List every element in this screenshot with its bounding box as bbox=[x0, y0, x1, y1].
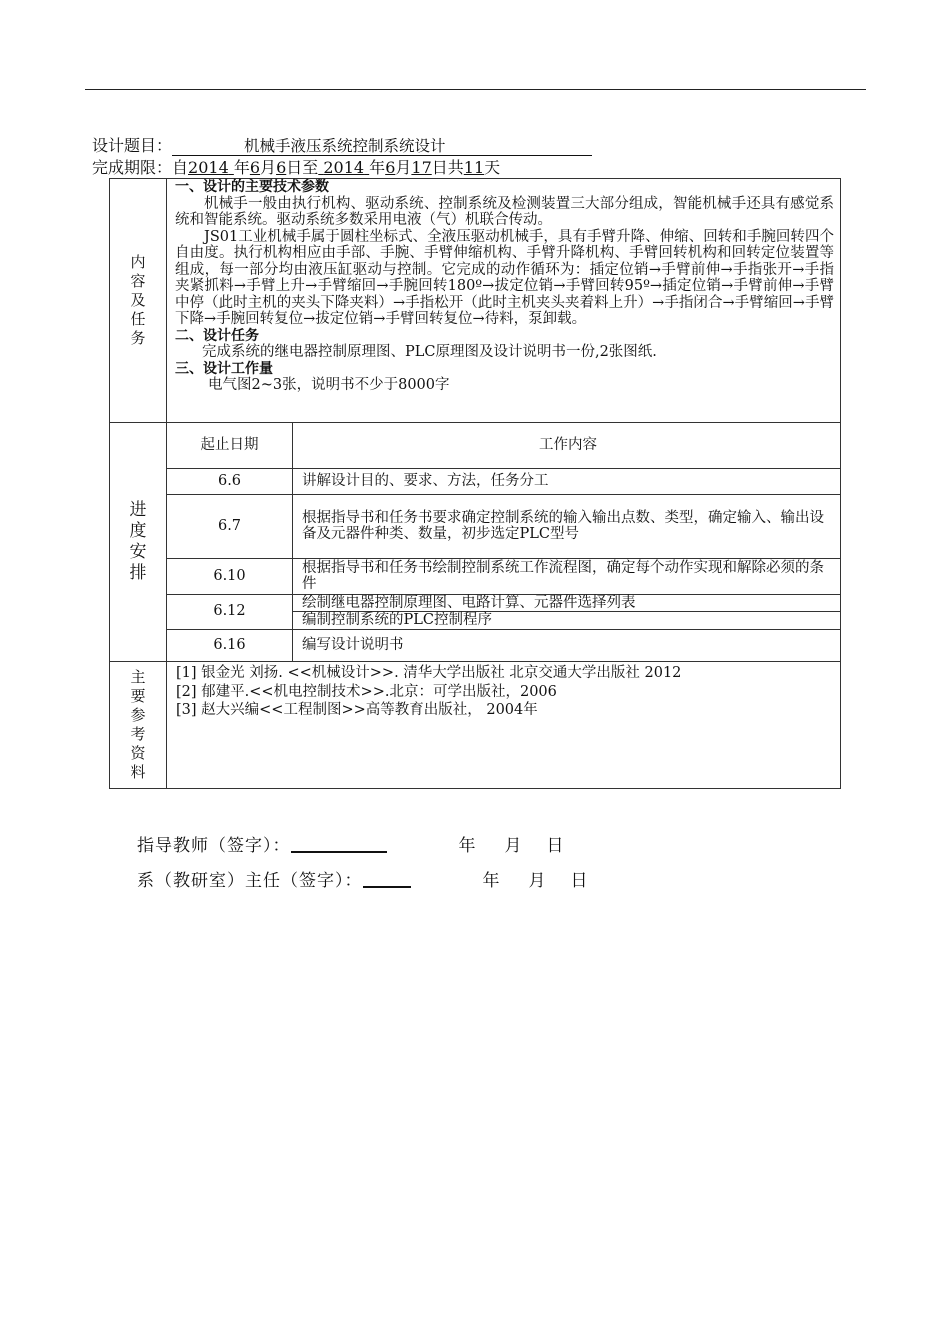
schedule-side-cell bbox=[110, 423, 167, 662]
paragraph-workload: 电气图2~3张，说明书不少于8000字 bbox=[208, 377, 450, 393]
director-month: 月 bbox=[528, 871, 547, 891]
schedule-row bbox=[110, 423, 841, 662]
section-heading-task: 二、设计任务 bbox=[175, 327, 259, 344]
paragraph-js01: JS01工业机械手属于圆柱坐标式、全液压驱动机械手，具有手臂升降、伸缩、回转和手腕回转四个自由度。执行机构相应由手部、手腕、手臂伸缩机构、手臂升降机构、手臂回转机构和回转定位装置等组成，每一部分均由液压缸驱动与控制。它完成的动作循环为：插定位销→手臂前伸→手指张开→手指夹紧抓料→手臂上升→手臂缩回→手腕回转180º→拔定位销→手臂回转95º→插定位销→手臂前伸→手臂中停（此时主机的夹头下降夹料）→手指松开（此时主机夹头夹着料上升）→手指闭合→手臂缩回→手臂下降→手腕回转复位→拔定位销→手臂回转复位→待料，泵卸载。 bbox=[175, 228, 834, 327]
table-row bbox=[167, 468, 840, 494]
schedule-date: 6.12 bbox=[167, 594, 293, 629]
schedule-cell bbox=[167, 423, 841, 662]
start-day: 6 bbox=[276, 158, 287, 177]
year-char: 年 bbox=[233, 158, 250, 177]
schedule-work: 编写设计说明书 bbox=[302, 637, 404, 653]
days-char: 天 bbox=[484, 158, 501, 177]
director-day: 日 bbox=[570, 871, 589, 891]
reference-item: [3] 赵大兴编<<工程制图>>高等教育出版社， 2004年 bbox=[176, 702, 538, 718]
reference-item: [1] 银金光 刘扬. <<机械设计>>. 清华大学出版社 北京交通大学出版社 2012 bbox=[176, 665, 682, 681]
start-year: 2014 bbox=[188, 158, 229, 177]
table-row bbox=[167, 594, 840, 629]
schedule-date: 6.7 bbox=[167, 494, 293, 558]
content-side-cell bbox=[110, 179, 167, 423]
month-char-2: 月 bbox=[395, 158, 412, 177]
month-char: 月 bbox=[260, 158, 277, 177]
schedule-work: 根据指导书和任务书绘制控制系统工作流程图，确定每个动作实现和解除必须的条件 bbox=[293, 558, 841, 594]
schedule-header-row bbox=[167, 423, 840, 468]
section-heading-params: 一、设计的主要技术参数 bbox=[175, 179, 329, 195]
schedule-work-2: 编制控制系统的PLC控制程序 bbox=[302, 612, 492, 628]
advisor-day: 日 bbox=[546, 836, 565, 856]
content-cell bbox=[167, 179, 841, 423]
references-cell bbox=[167, 662, 841, 789]
section-heading-workload: 三、设计工作量 bbox=[175, 360, 273, 377]
schedule-work-split bbox=[293, 594, 841, 629]
topic-line bbox=[92, 136, 592, 156]
total-days: 11 bbox=[463, 158, 485, 177]
topic-field bbox=[172, 138, 592, 156]
header-rule bbox=[85, 89, 866, 90]
col-header-work: 工作内容 bbox=[293, 423, 841, 468]
table-row bbox=[167, 494, 840, 558]
table-row bbox=[167, 558, 840, 594]
director-year: 年 bbox=[482, 871, 501, 891]
schedule-table bbox=[167, 423, 840, 661]
table-row bbox=[167, 629, 840, 661]
end-day: 17 bbox=[411, 158, 432, 177]
advisor-signature-line bbox=[137, 831, 565, 856]
schedule-date: 6.6 bbox=[167, 468, 293, 494]
schedule-work: 根据指导书和任务书要求确定控制系统的输入输出点数、类型，确定输入、输出设备及元器件种类、数量，初步选定PLC型号 bbox=[293, 494, 841, 558]
director-signature-field[interactable] bbox=[363, 869, 411, 888]
paragraph-task: 完成系统的继电器控制原理图、PLC原理图及设计说明书一份,2张图纸. bbox=[202, 344, 657, 360]
schedule-work: 讲解设计目的、要求、方法，任务分工 bbox=[293, 468, 841, 494]
references-side-label: 主要参考资料 bbox=[130, 668, 146, 781]
col-header-date: 起止日期 bbox=[167, 423, 293, 468]
start-month: 6 bbox=[249, 158, 261, 177]
period-line bbox=[92, 158, 500, 178]
from-text: 自 bbox=[172, 158, 189, 177]
schedule-side-label: 进度安排 bbox=[129, 500, 147, 583]
end-month: 6 bbox=[385, 158, 396, 177]
advisor-year: 年 bbox=[458, 836, 477, 856]
advisor-month: 月 bbox=[504, 836, 523, 856]
topic-value: 机械手液压系统控制系统设计 bbox=[244, 137, 446, 155]
director-label: 系（教研室）主任（签字）： bbox=[137, 871, 363, 891]
year-char-2: 年 bbox=[369, 158, 386, 177]
references-row bbox=[110, 662, 841, 789]
day-to-text: 日至 bbox=[286, 158, 319, 177]
topic-label: 设计题目： bbox=[92, 136, 173, 155]
period-label: 完成期限： bbox=[92, 158, 173, 177]
advisor-label: 指导教师（签字）： bbox=[137, 836, 291, 856]
schedule-work: 绘制继电器控制原理图、电路计算、元器件选择列表 bbox=[293, 595, 840, 612]
content-side-label: 内容及任务 bbox=[130, 253, 146, 347]
schedule-date: 6.10 bbox=[167, 558, 293, 594]
schedule-date: 6.16 bbox=[167, 629, 293, 661]
advisor-signature-field[interactable] bbox=[291, 834, 387, 853]
total-text: 日共 bbox=[431, 158, 464, 177]
references-side-cell bbox=[110, 662, 167, 789]
assignment-table bbox=[109, 178, 841, 789]
content-row bbox=[110, 179, 841, 423]
reference-item: [2] 郁建平.<<机电控制技术>>.北京：可学出版社，2006 bbox=[176, 683, 557, 700]
director-signature-line bbox=[137, 866, 589, 891]
paragraph-intro: 机械手一般由执行机构、驱动系统、控制系统及检测装置三大部分组成，智能机械手还具有感觉系统和智能系统。驱动系统多数采用电液（气）机联合传动。 bbox=[175, 195, 834, 228]
end-year: 2014 bbox=[323, 158, 365, 177]
